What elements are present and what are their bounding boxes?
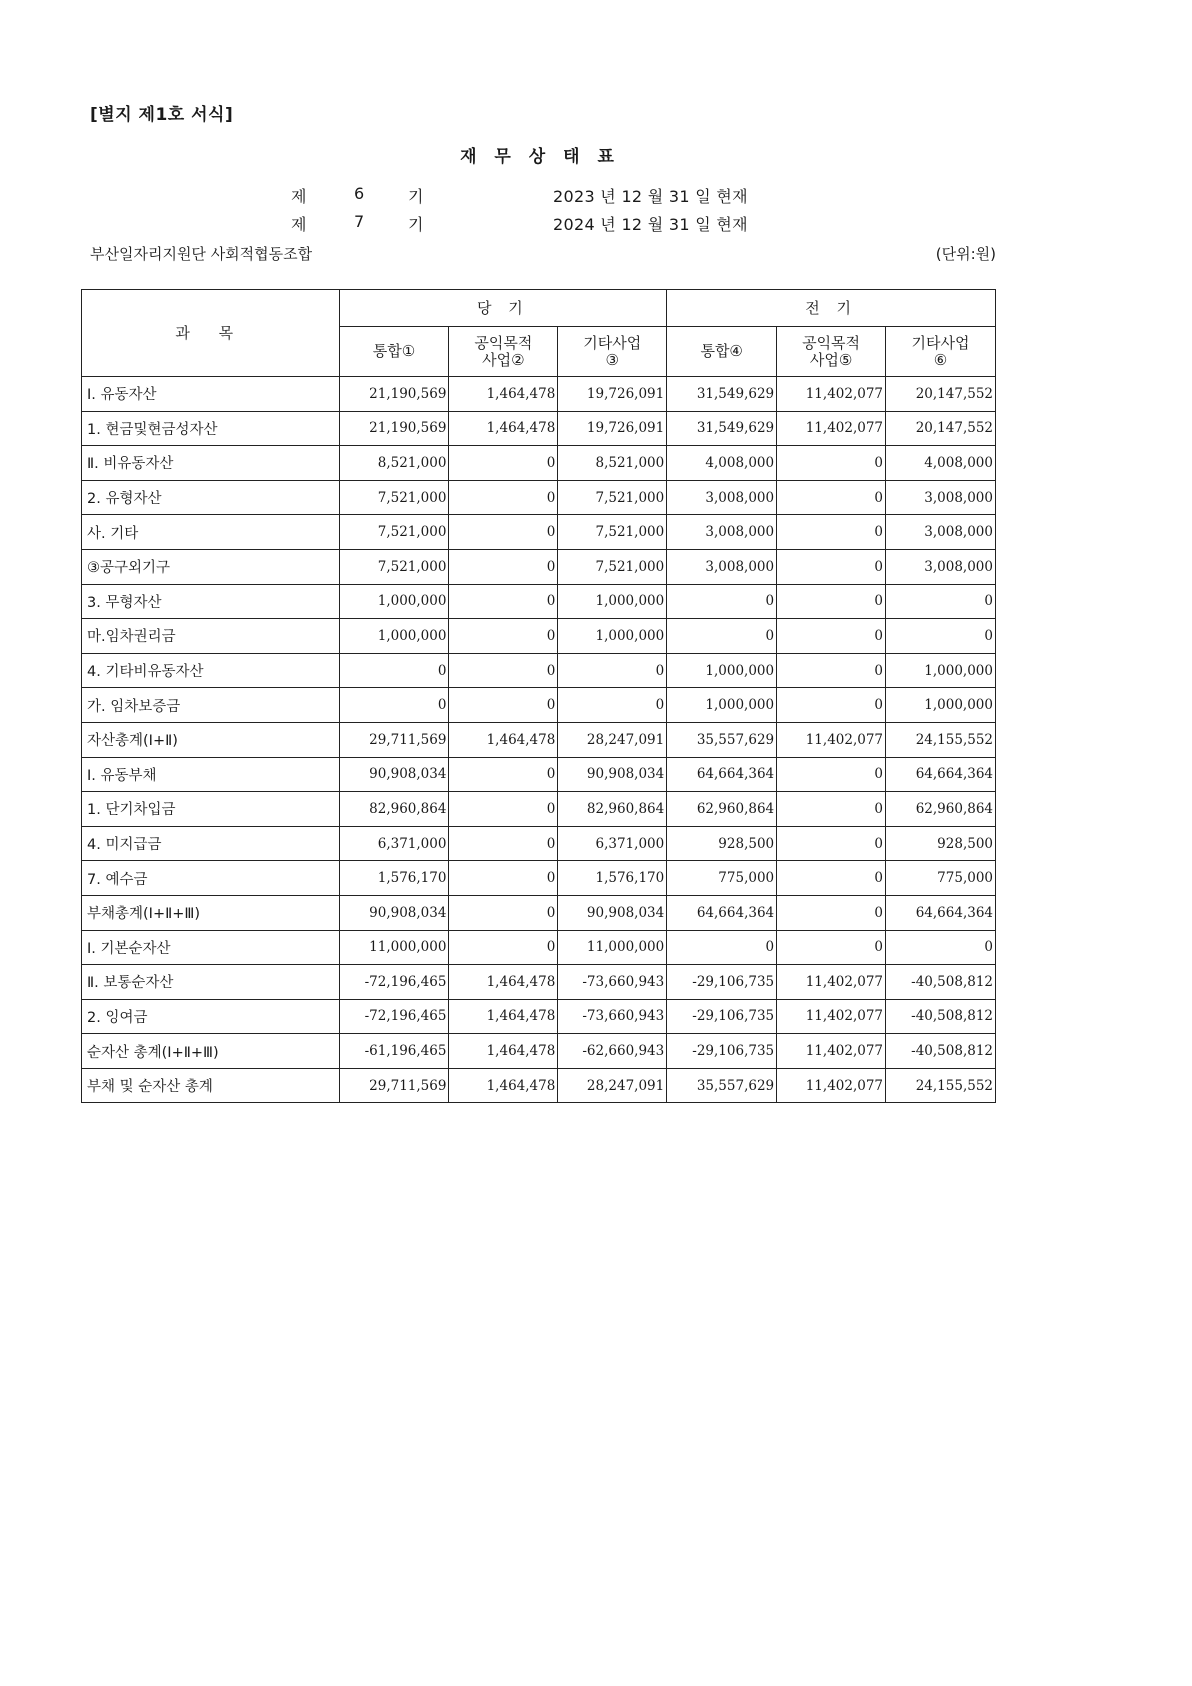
table-row — [82, 722, 996, 757]
value-cell: 21,190,569 — [339, 377, 449, 412]
table-row — [82, 792, 996, 827]
value-cell: 0 — [777, 480, 886, 515]
value-cell: 1,000,000 — [886, 688, 996, 723]
row-label: 4. 미지급금 — [82, 826, 340, 861]
value-cell: -29,106,735 — [667, 999, 777, 1034]
value-cell: -73,660,943 — [558, 999, 667, 1034]
value-cell: 928,500 — [667, 826, 777, 861]
row-label: 4. 기타비유동자산 — [82, 653, 340, 688]
period-row-current — [0, 184, 1192, 208]
value-cell: 64,664,364 — [667, 757, 777, 792]
value-cell: 1,464,478 — [449, 1034, 558, 1069]
table-row — [82, 446, 996, 481]
column-header — [667, 327, 777, 377]
value-cell: 1,000,000 — [558, 619, 667, 654]
row-label: Ⅱ. 보통순자산 — [82, 965, 340, 1000]
table-row — [82, 619, 996, 654]
value-cell: 82,960,864 — [339, 792, 449, 827]
value-cell: 0 — [777, 826, 886, 861]
value-cell: 62,960,864 — [667, 792, 777, 827]
value-cell: 8,521,000 — [339, 446, 449, 481]
value-cell: 64,664,364 — [667, 895, 777, 930]
value-cell: 7,521,000 — [558, 549, 667, 584]
value-cell: 64,664,364 — [886, 895, 996, 930]
value-cell: 19,726,091 — [558, 377, 667, 412]
row-label: 사. 기타 — [82, 515, 340, 550]
value-cell: 0 — [667, 584, 777, 619]
value-cell: 3,008,000 — [886, 549, 996, 584]
value-cell: 1,464,478 — [449, 377, 558, 412]
value-cell: 11,402,077 — [777, 1068, 886, 1103]
value-cell: 28,247,091 — [558, 722, 667, 757]
row-label: 2. 잉여금 — [82, 999, 340, 1034]
value-cell: 90,908,034 — [558, 757, 667, 792]
value-cell: 29,711,569 — [339, 1068, 449, 1103]
value-cell: 0 — [777, 930, 886, 965]
value-cell: 0 — [449, 792, 558, 827]
row-label: 1. 현금및현금성자산 — [82, 411, 340, 446]
document-title: 재 무 상 태 표 — [460, 147, 620, 167]
value-cell: 775,000 — [667, 861, 777, 896]
value-cell: -40,508,812 — [886, 1034, 996, 1069]
value-cell: -40,508,812 — [886, 965, 996, 1000]
period-suffix: 기 — [408, 215, 424, 234]
period-prefix: 제 — [291, 187, 307, 206]
value-cell: 928,500 — [886, 826, 996, 861]
value-cell: 1,576,170 — [339, 861, 449, 896]
value-cell: 0 — [777, 688, 886, 723]
value-cell: 0 — [449, 515, 558, 550]
value-cell: 0 — [449, 688, 558, 723]
value-cell: 0 — [886, 930, 996, 965]
value-cell: 0 — [449, 653, 558, 688]
value-cell: 0 — [667, 619, 777, 654]
period-date: 2024 년 12 월 31 일 현재 — [553, 215, 748, 234]
form-label: [별지 제1호 서식] — [90, 105, 234, 125]
row-label: Ⅰ. 기본순자산 — [82, 930, 340, 965]
value-cell: 11,402,077 — [777, 377, 886, 412]
period-row-previous — [0, 212, 1192, 236]
value-cell: -62,660,943 — [558, 1034, 667, 1069]
value-cell: 1,464,478 — [449, 411, 558, 446]
column-header-line: 사업⑤ — [809, 350, 853, 369]
balance-sheet-table — [81, 289, 996, 1103]
value-cell: 11,402,077 — [777, 965, 886, 1000]
row-label: 순자산 총계(Ⅰ+Ⅱ+Ⅲ) — [82, 1034, 340, 1069]
value-cell: 8,521,000 — [558, 446, 667, 481]
table-row — [82, 757, 996, 792]
value-cell: 3,008,000 — [667, 515, 777, 550]
row-label: 부채총계(Ⅰ+Ⅱ+Ⅲ) — [82, 895, 340, 930]
value-cell: 64,664,364 — [886, 757, 996, 792]
table-row — [82, 411, 996, 446]
organization-name: 부산일자리지원단 사회적협동조합 — [90, 245, 313, 263]
value-cell: 775,000 — [886, 861, 996, 896]
value-cell: 0 — [777, 515, 886, 550]
value-cell: 0 — [449, 826, 558, 861]
value-cell: 0 — [886, 584, 996, 619]
value-cell: 3,008,000 — [886, 515, 996, 550]
column-header-line: 통합④ — [700, 342, 743, 360]
column-header — [777, 327, 886, 377]
table-row — [82, 861, 996, 896]
table-row — [82, 930, 996, 965]
value-cell: 0 — [449, 480, 558, 515]
unit-label: (단위:원) — [935, 245, 996, 263]
value-cell: 0 — [777, 861, 886, 896]
value-cell: 7,521,000 — [558, 515, 667, 550]
value-cell: 4,008,000 — [667, 446, 777, 481]
value-cell: 7,521,000 — [558, 480, 667, 515]
value-cell: 0 — [667, 930, 777, 965]
value-cell: 7,521,000 — [339, 515, 449, 550]
value-cell: 20,147,552 — [886, 377, 996, 412]
value-cell: 1,000,000 — [558, 584, 667, 619]
value-cell: 29,711,569 — [339, 722, 449, 757]
row-label: 2. 유형자산 — [82, 480, 340, 515]
value-cell: 11,402,077 — [777, 999, 886, 1034]
column-header-line: 공익목적 — [474, 333, 533, 352]
table-row — [82, 1034, 996, 1069]
value-cell: 11,402,077 — [777, 411, 886, 446]
table-row — [82, 688, 996, 723]
value-cell: 0 — [558, 688, 667, 723]
value-cell: 0 — [777, 895, 886, 930]
period-suffix: 기 — [408, 187, 424, 206]
value-cell: 1,464,478 — [449, 722, 558, 757]
value-cell: 0 — [777, 792, 886, 827]
table-header-row — [82, 290, 996, 327]
value-cell: 0 — [777, 446, 886, 481]
subject-header: 과 목 — [82, 290, 340, 377]
value-cell: 0 — [777, 619, 886, 654]
value-cell: 31,549,629 — [667, 411, 777, 446]
row-label: 자산총계(Ⅰ+Ⅱ) — [82, 722, 340, 757]
value-cell: 0 — [449, 584, 558, 619]
value-cell: 1,000,000 — [667, 653, 777, 688]
table-row — [82, 999, 996, 1034]
value-cell: -61,196,465 — [339, 1034, 449, 1069]
row-label: Ⅱ. 비유동자산 — [82, 446, 340, 481]
table-row — [82, 515, 996, 550]
value-cell: 0 — [449, 446, 558, 481]
value-cell: 1,576,170 — [558, 861, 667, 896]
current-period-header: 당 기 — [339, 290, 667, 327]
value-cell: 6,371,000 — [558, 826, 667, 861]
row-label: 3. 무형자산 — [82, 584, 340, 619]
value-cell: 0 — [449, 895, 558, 930]
row-label: ③공구외기구 — [82, 549, 340, 584]
value-cell: 0 — [558, 653, 667, 688]
row-label: Ⅰ. 유동부채 — [82, 757, 340, 792]
value-cell: 3,008,000 — [667, 549, 777, 584]
value-cell: 0 — [449, 930, 558, 965]
column-header-line: 사업② — [482, 350, 525, 369]
table-row — [82, 584, 996, 619]
previous-period-header: 전 기 — [667, 290, 996, 327]
value-cell: -72,196,465 — [339, 965, 449, 1000]
value-cell: 1,000,000 — [339, 584, 449, 619]
value-cell: 28,247,091 — [558, 1068, 667, 1103]
value-cell: 0 — [449, 549, 558, 584]
column-header-line: 통합① — [372, 342, 416, 360]
value-cell: -29,106,735 — [667, 1034, 777, 1069]
period-number: 7 — [354, 212, 365, 231]
value-cell: 90,908,034 — [339, 757, 449, 792]
value-cell: 4,008,000 — [886, 446, 996, 481]
value-cell: 1,464,478 — [449, 965, 558, 1000]
column-header-line: 기타사업 — [583, 333, 642, 352]
row-label: 부채 및 순자산 총계 — [82, 1068, 340, 1103]
value-cell: 11,000,000 — [558, 930, 667, 965]
table-row — [82, 480, 996, 515]
value-cell: 7,521,000 — [339, 549, 449, 584]
value-cell: 82,960,864 — [558, 792, 667, 827]
table-row — [82, 549, 996, 584]
value-cell: 31,549,629 — [667, 377, 777, 412]
value-cell: 11,000,000 — [339, 930, 449, 965]
value-cell: 24,155,552 — [886, 1068, 996, 1103]
value-cell: 0 — [886, 619, 996, 654]
value-cell: 62,960,864 — [886, 792, 996, 827]
column-header-line: ③ — [605, 350, 619, 369]
column-header-line: 기타사업 — [911, 333, 970, 352]
value-cell: 0 — [777, 757, 886, 792]
value-cell: 19,726,091 — [558, 411, 667, 446]
value-cell: 0 — [339, 688, 449, 723]
value-cell: 7,521,000 — [339, 480, 449, 515]
value-cell: 0 — [339, 653, 449, 688]
row-label: Ⅰ. 유동자산 — [82, 377, 340, 412]
column-header-line: 공익목적 — [802, 333, 861, 352]
value-cell: 20,147,552 — [886, 411, 996, 446]
table-row — [82, 965, 996, 1000]
period-number: 6 — [354, 184, 365, 203]
value-cell: -73,660,943 — [558, 965, 667, 1000]
value-cell: 3,008,000 — [886, 480, 996, 515]
table-row — [82, 1068, 996, 1103]
value-cell: 1,000,000 — [667, 688, 777, 723]
value-cell: -29,106,735 — [667, 965, 777, 1000]
table-row — [82, 653, 996, 688]
row-label: 7. 예수금 — [82, 861, 340, 896]
column-header — [449, 327, 558, 377]
table-row — [82, 895, 996, 930]
value-cell: 3,008,000 — [667, 480, 777, 515]
value-cell: 0 — [777, 584, 886, 619]
value-cell: 21,190,569 — [339, 411, 449, 446]
value-cell: 11,402,077 — [777, 722, 886, 757]
value-cell: 1,000,000 — [886, 653, 996, 688]
value-cell: -72,196,465 — [339, 999, 449, 1034]
value-cell: 1,000,000 — [339, 619, 449, 654]
value-cell: 0 — [449, 757, 558, 792]
value-cell: 1,464,478 — [449, 999, 558, 1034]
value-cell: 0 — [449, 861, 558, 896]
value-cell: -40,508,812 — [886, 999, 996, 1034]
value-cell: 0 — [777, 549, 886, 584]
value-cell: 0 — [777, 653, 886, 688]
column-header — [339, 327, 449, 377]
value-cell: 11,402,077 — [777, 1034, 886, 1069]
row-label: 마.임차권리금 — [82, 619, 340, 654]
column-header-line: ⑥ — [933, 350, 948, 369]
column-header — [886, 327, 996, 377]
row-label: 1. 단기차입금 — [82, 792, 340, 827]
value-cell: 1,464,478 — [449, 1068, 558, 1103]
period-date: 2023 년 12 월 31 일 현재 — [553, 187, 748, 206]
value-cell: 24,155,552 — [886, 722, 996, 757]
table-row — [82, 377, 996, 412]
row-label: 가. 임차보증금 — [82, 688, 340, 723]
period-prefix: 제 — [291, 215, 307, 234]
value-cell: 35,557,629 — [667, 722, 777, 757]
value-cell: 0 — [449, 619, 558, 654]
table-row — [82, 826, 996, 861]
value-cell: 35,557,629 — [667, 1068, 777, 1103]
value-cell: 90,908,034 — [558, 895, 667, 930]
table-body — [82, 377, 996, 1103]
value-cell: 90,908,034 — [339, 895, 449, 930]
column-header — [558, 327, 667, 377]
value-cell: 6,371,000 — [339, 826, 449, 861]
